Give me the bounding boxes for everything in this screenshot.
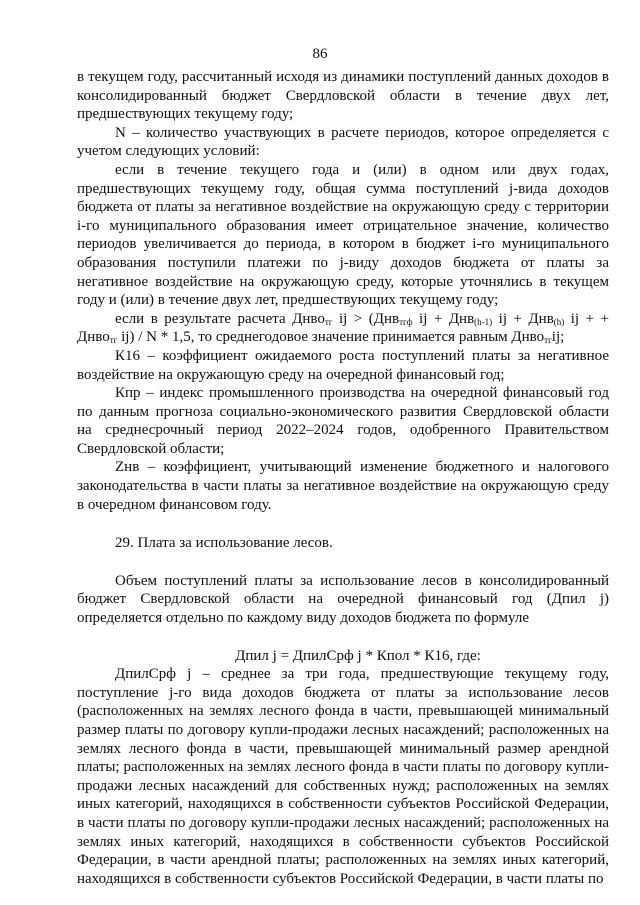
paragraph-k16-definition: К16 – коэффициент ожидаемого роста поступлений платы за негативное воздействие на окружающую среду на очередной финансовый год; (77, 347, 609, 383)
formula: Дпил j = ДпилСрф j * Кпол * К16, где: (235, 647, 481, 664)
paragraph-condition-2: если в результате расчета Днво$_{тг}$ ij > (Днв$_{тгф}$ ij + Днв$_{(h-1)}$ ij + Днв$_{(h)}$ ij + + Днво$_{тг}$ ij) / N * 1,5, то среднегодовое значение принимается равным Днво$_{тг}$ij; (77, 310, 609, 346)
paragraph-forest-revenue: Объем поступлений платы за использование лесов в консолидированный бюджет Свердловской области на очередной финансовый год (Дпил j) определяется отдельно по каждому виду доходов бюджета по формуле (77, 572, 609, 627)
paragraph-znv-definition: Zнв – коэффициент, учитывающий изменение бюджетного и налогового законодательства в части платы за негативное воздействие на окружающую среду в очередном финансовом году. (77, 459, 609, 513)
paragraph-condition-1: если в течение текущего года и (или) в одном или двух годах, предшествующих текущему году, общая сумма поступлений j-вида доходов бюджета от платы за негативное воздействие на окружающую среду с территории i-го муниципального образования имеет отрицательное значение, количество периодов увеличивается до периода, в котором в бюджет i-го муниципального образования поступили платежи по j-виду доходов бюджета от платы за негативное воздействие на окружающую среду, которые уточнялись в текущем году и (или) в течение двух лет, предшествующих текущему году; (77, 161, 609, 309)
paragraph-continuation: в текущем году, рассчитанный исходя из динамики поступлений данных доходов в консолидированный бюджет Свердловской области в течение двух лет, предшествующих текущему году; (77, 69, 609, 123)
section-title: 29. Плата за использование лесов. (115, 535, 333, 552)
page-body (77, 68, 609, 888)
page-number: 86 (312, 46, 328, 62)
paragraph-dpilsrf-definition: ДпилСрф j – среднее за три года, предшествующие текущему году, поступление j-го вида доходов бюджета от платы за использование лесов (расположенных на землях лесного фонда в части, превышающей минимальный размер платы по договору купли-продажи лесных насаждений; расположенных на землях лесного фонда в части, превышающей минимальный размер арендной платы; расположенных на землях лесного фонда в части платы по договору купли-продажи лесных насаждений для собственных нужд; расположенных на землях иных категорий, находящихся в собственности субъектов Российской Федерации, в части платы по договору купли-продажи лесных насаждений; расположенных на землях иных категорий, находящихся в собственности субъектов Российской Федерации, в части арендной платы; расположенных на землях иных категорий, находящихся в собственности субъектов Российской Федерации, в части платы по (77, 666, 609, 887)
paragraph-kpr-definition: Кпр – индекс промышленного производства на очередной финансовый год по данным прогноза социально-экономического развития Свердловской области на среднесрочный период 2022–2024 годов, одобренного Правительством Свердловской области; (77, 385, 609, 457)
paragraph-n-definition: N – количество участвующих в расчете периодов, которое определяется с учетом следующих условий: (77, 124, 609, 160)
